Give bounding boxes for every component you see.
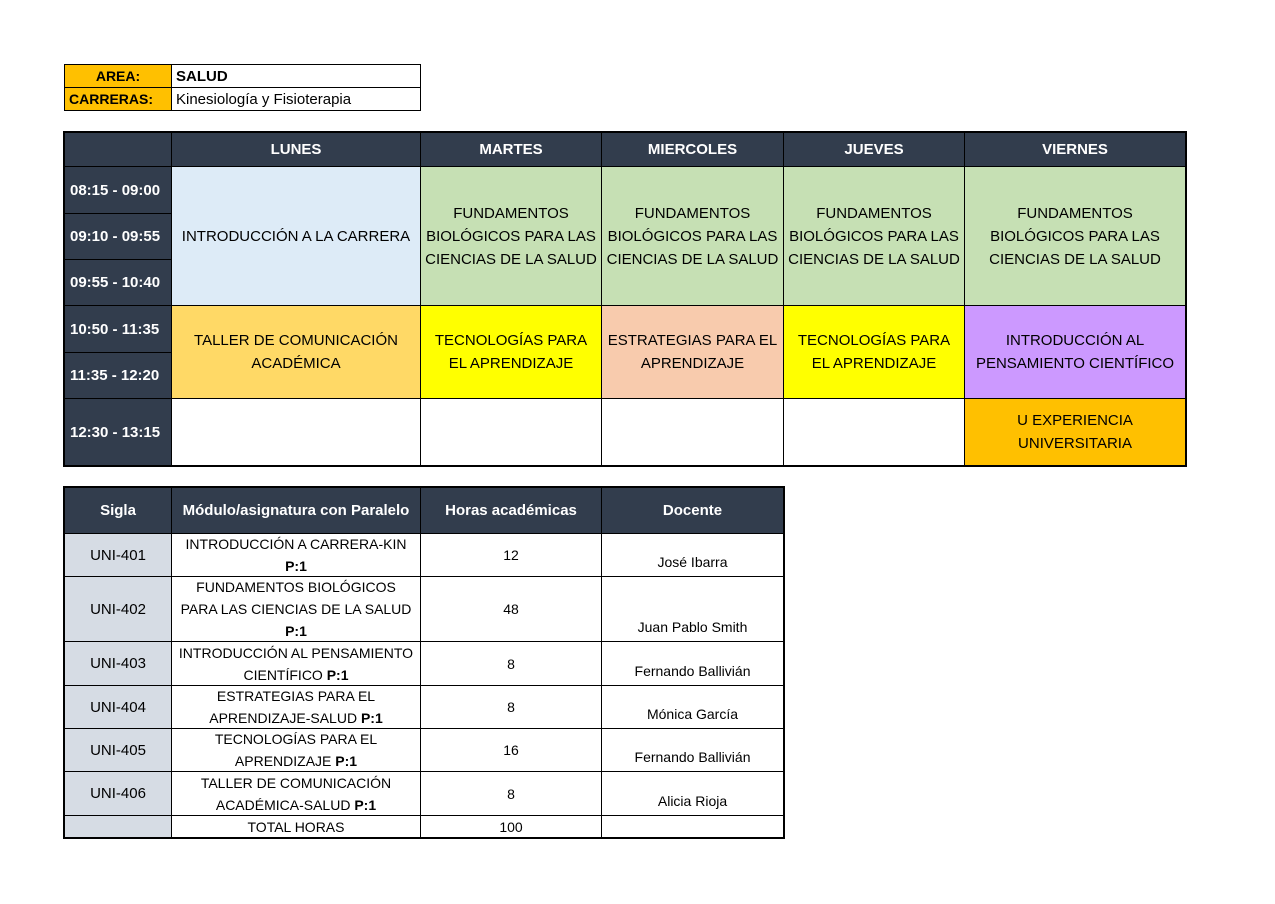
time-slot: 12:30 - 13:15 (64, 398, 172, 466)
area-label: AREA: (64, 64, 172, 88)
time-slot: 09:55 - 10:40 (64, 259, 172, 306)
day-header-martes: MARTES (420, 132, 602, 167)
course-paralelo: P:1 (285, 623, 307, 639)
course-horas: 48 (420, 576, 602, 642)
class-experiencia-viernes: U EXPERIENCIA UNIVERSITARIA (964, 398, 1186, 466)
course-docente: Fernando Ballivián (601, 641, 784, 686)
time-slot: 11:35 - 12:20 (64, 352, 172, 399)
class-fundamentos-martes: FUNDAMENTOS BIOLÓGICOS PARA LAS CIENCIAS DE LA SALUD (420, 166, 602, 306)
course-modulo-text: ESTRATEGIAS PARA EL APRENDIZAJE-SALUD (209, 688, 376, 726)
time-slot: 08:15 - 09:00 (64, 166, 172, 214)
class-fundamentos-jueves: FUNDAMENTOS BIOLÓGICOS PARA LAS CIENCIAS DE LA SALUD (783, 166, 965, 306)
course-modulo (171, 728, 421, 772)
day-header-jueves: JUEVES (783, 132, 965, 167)
col-header-modulo: Módulo/asignatura con Paralelo (171, 487, 421, 534)
class-taller-comunicacion: TALLER DE COMUNICACIÓN ACADÉMICA (171, 305, 421, 399)
course-horas: 12 (420, 533, 602, 577)
day-header-miercoles: MIERCOLES (601, 132, 784, 167)
course-docente: Fernando Ballivián (601, 728, 784, 772)
course-sigla: UNI-406 (64, 771, 172, 816)
course-modulo (171, 641, 421, 686)
course-sigla: UNI-405 (64, 728, 172, 772)
course-modulo-text: TECNOLOGÍAS PARA EL APRENDIZAJE (214, 731, 378, 769)
area-value: SALUD (171, 64, 421, 88)
col-header-sigla: Sigla (64, 487, 172, 534)
course-modulo (171, 685, 421, 729)
day-header-lunes: LUNES (171, 132, 421, 167)
course-docente: Alicia Rioja (601, 771, 784, 816)
course-modulo (171, 576, 421, 642)
course-paralelo: P:1 (335, 753, 358, 769)
time-slot: 10:50 - 11:35 (64, 305, 172, 353)
class-estrategias-miercoles: ESTRATEGIAS PARA EL APRENDIZAJE (601, 305, 784, 399)
col-header-docente: Docente (601, 487, 784, 534)
course-docente: Mónica García (601, 685, 784, 729)
course-docente: José Ibarra (601, 533, 784, 577)
course-sigla: UNI-402 (64, 576, 172, 642)
course-horas: 8 (420, 771, 602, 816)
course-modulo (171, 533, 421, 577)
course-horas: 8 (420, 641, 602, 686)
course-horas: 8 (420, 685, 602, 729)
total-sigla-empty (64, 815, 172, 838)
total-docente-empty (601, 815, 784, 838)
total-label: TOTAL HORAS (171, 815, 421, 838)
empty-slot (420, 398, 602, 466)
class-intro-carrera: INTRODUCCIÓN A LA CARRERA (171, 166, 421, 306)
empty-slot (783, 398, 965, 466)
course-modulo-text: FUNDAMENTOS BIOLÓGICOS PARA LAS CIENCIAS DE LA SALUD (180, 579, 412, 617)
course-modulo (171, 771, 421, 816)
class-tecnologias-martes: TECNOLOGÍAS PARA EL APRENDIZAJE (420, 305, 602, 399)
course-horas: 16 (420, 728, 602, 772)
course-paralelo: P:1 (285, 558, 307, 574)
empty-slot (601, 398, 784, 466)
class-pensamiento-viernes: INTRODUCCIÓN AL PENSAMIENTO CIENTÍFICO (964, 305, 1186, 399)
course-paralelo: P:1 (354, 796, 377, 813)
course-modulo-text: INTRODUCCIÓN A CARRERA-KIN (185, 536, 407, 552)
course-sigla: UNI-401 (64, 533, 172, 577)
total-value: 100 (420, 815, 602, 838)
carreras-label: CARRERAS: (64, 87, 172, 111)
course-docente: Juan Pablo Smith (601, 576, 784, 642)
course-paralelo: P:1 (360, 710, 383, 726)
class-fundamentos-miercoles: FUNDAMENTOS BIOLÓGICOS PARA LAS CIENCIAS DE LA SALUD (601, 166, 784, 306)
time-slot: 09:10 - 09:55 (64, 213, 172, 260)
course-sigla: UNI-403 (64, 641, 172, 686)
day-header-viernes: VIERNES (964, 132, 1186, 167)
carreras-value: Kinesiología y Fisioterapia (171, 87, 421, 111)
schedule-corner (64, 132, 172, 167)
course-sigla: UNI-404 (64, 685, 172, 729)
course-paralelo: P:1 (326, 666, 349, 683)
empty-slot (171, 398, 421, 466)
course-modulo-text: INTRODUCCIÓN AL PENSAMIENTO CIENTÍFICO (178, 644, 414, 683)
class-tecnologias-jueves: TECNOLOGÍAS PARA EL APRENDIZAJE (783, 305, 965, 399)
class-fundamentos-viernes: FUNDAMENTOS BIOLÓGICOS PARA LAS CIENCIAS DE LA SALUD (964, 166, 1186, 306)
course-modulo-text: TALLER DE COMUNICACIÓN ACADÉMICA-SALUD (200, 774, 392, 813)
col-header-horas: Horas académicas (420, 487, 602, 534)
